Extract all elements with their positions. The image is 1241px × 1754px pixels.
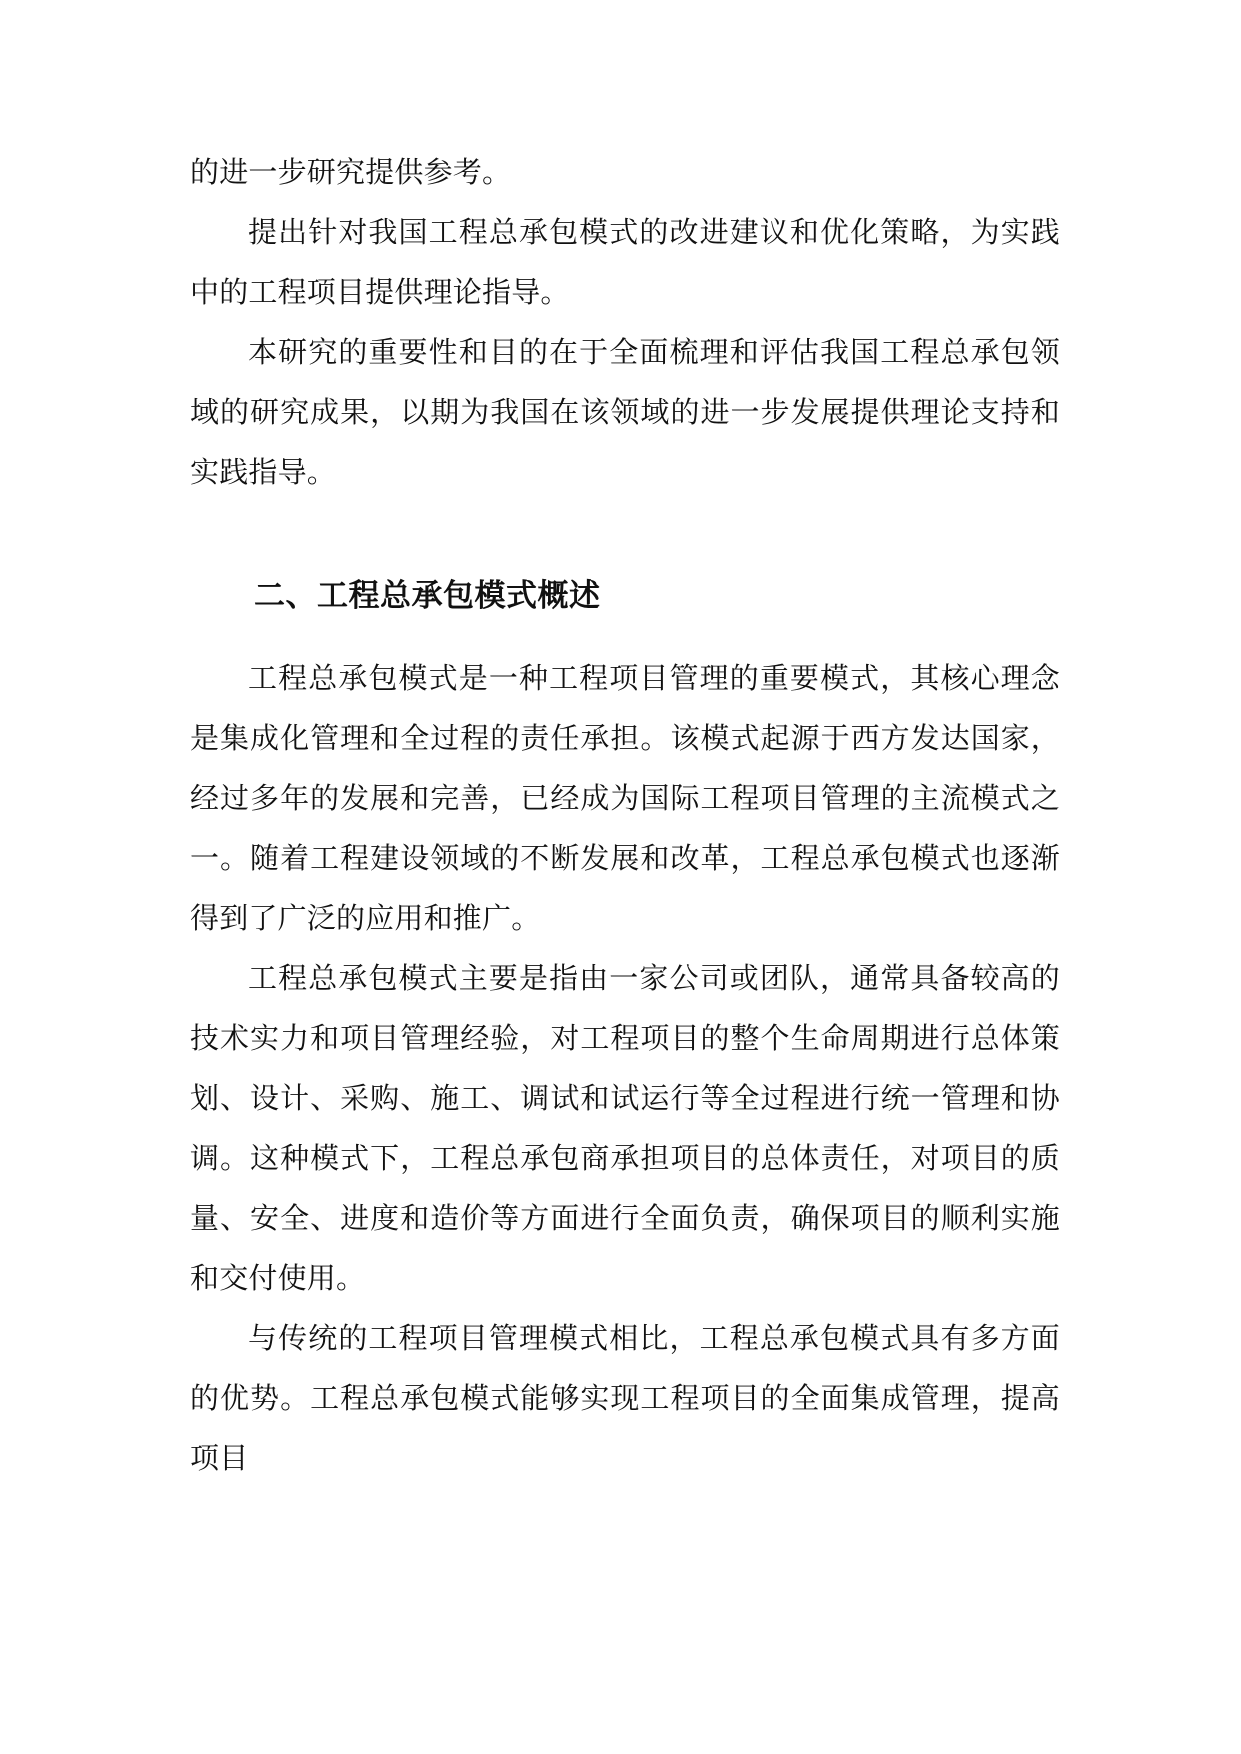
paragraph-suggestions: 提出针对我国工程总承包模式的改进建议和优化策略，为实践中的工程项目提供理论指导。 bbox=[190, 215, 1060, 309]
paragraph-importance: 本研究的重要性和目的在于全面梳理和评估我国工程总承包领域的研究成果，以期为我国在该领域的进一步发展提供理论支持和实践指导。 bbox=[190, 335, 1060, 489]
paragraph-advantages: 与传统的工程项目管理模式相比，工程总承包模式具有多方面的优势。工程总承包模式能够实现工程项目的全面集成管理，提高项目 bbox=[190, 1321, 1060, 1475]
section-heading: 二、工程总承包模式概述 bbox=[254, 578, 601, 614]
paragraph-continuation: 的进一步研究提供参考。 bbox=[190, 155, 512, 189]
page-body bbox=[190, 142, 1060, 1488]
paragraph-definition: 工程总承包模式是一种工程项目管理的重要模式，其核心理念是集成化管理和全过程的责任承担。该模式起源于西方发达国家，经过多年的发展和完善，已经成为国际工程项目管理的主流模式之一。随着工程建设领域的不断发展和改革，工程总承包模式也逐渐得到了广泛的应用和推广。 bbox=[190, 661, 1060, 935]
paragraph-scope: 工程总承包模式主要是指由一家公司或团队，通常具备较高的技术实力和项目管理经验，对工程项目的整个生命周期进行总体策划、设计、采购、施工、调试和试运行等全过程进行统一管理和协调。这种模式下，工程总承包商承担项目的总体责任，对项目的质量、安全、进度和造价等方面进行全面负责，确保项目的顺利实施和交付使用。 bbox=[190, 961, 1060, 1295]
